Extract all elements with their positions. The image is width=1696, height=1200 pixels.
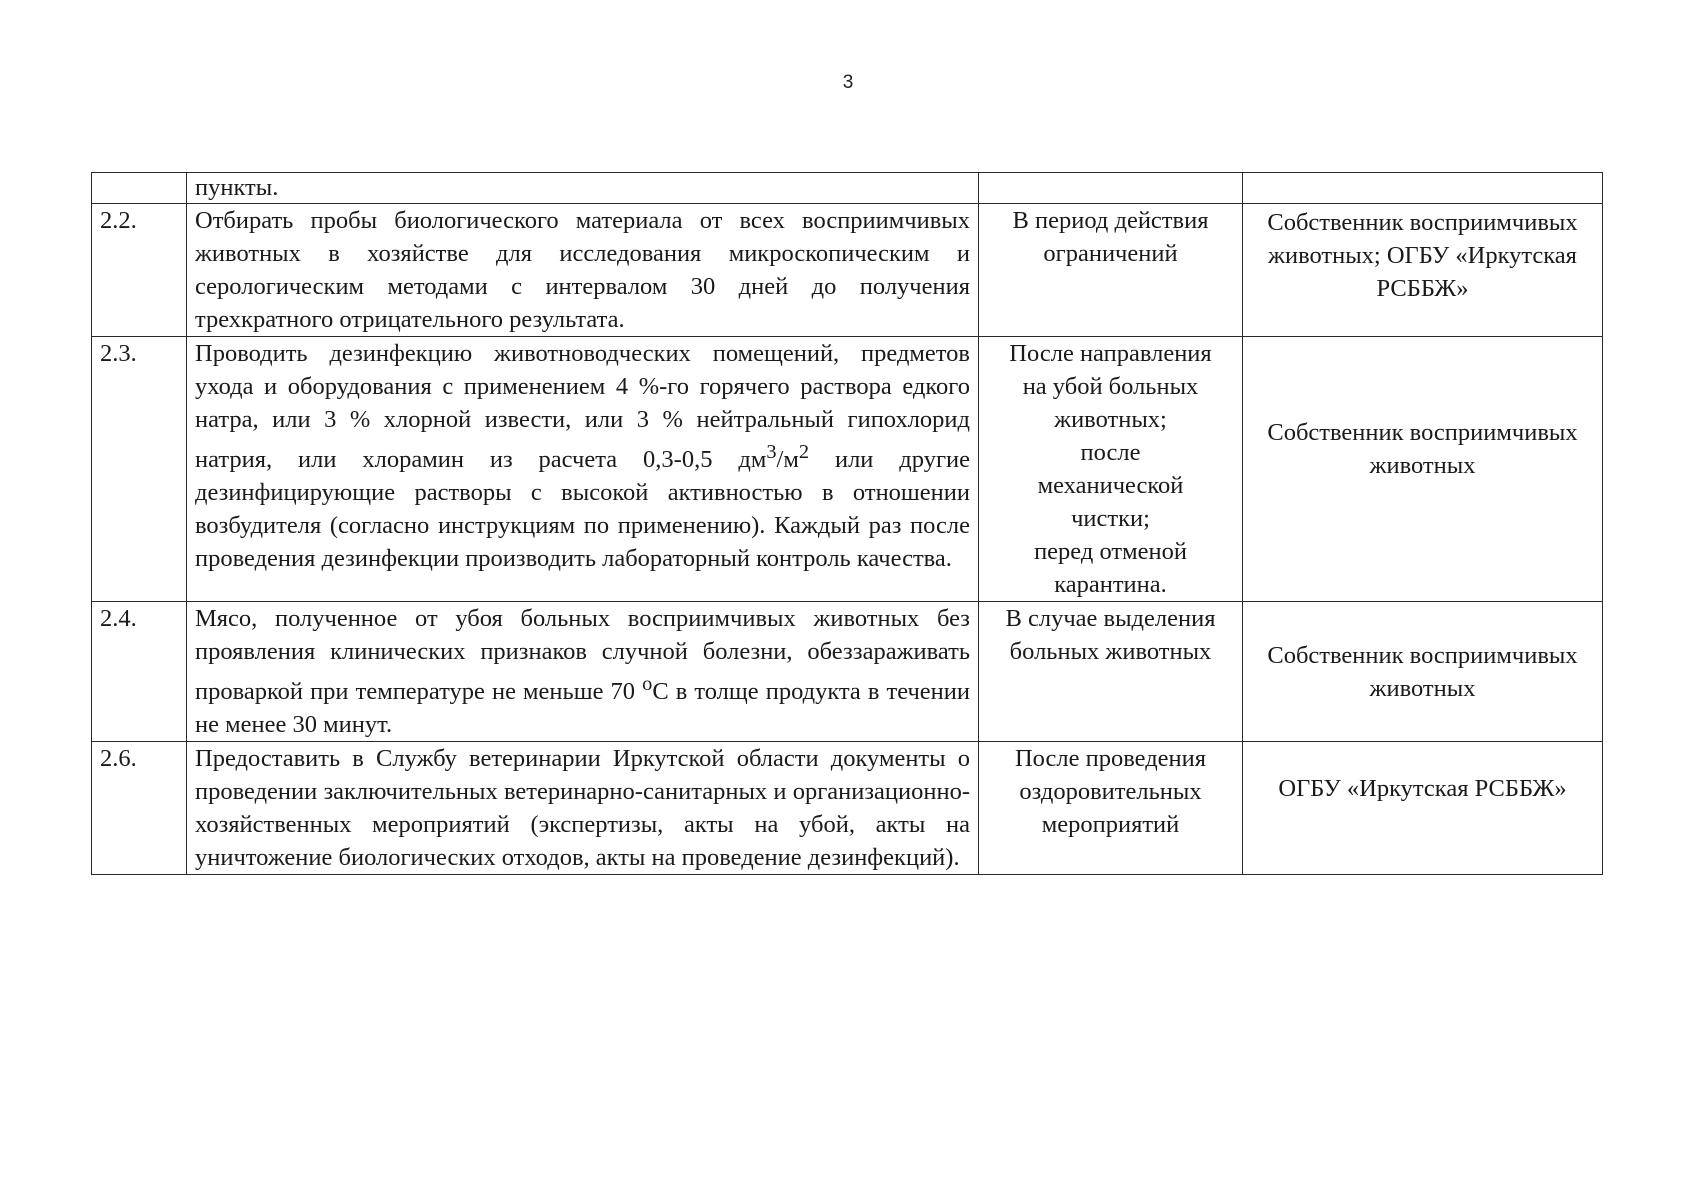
measures-table xyxy=(91,172,1603,875)
table-row xyxy=(92,204,1603,337)
deadline-line: карантина. xyxy=(1054,571,1167,598)
action-text-part: или другие дезинфицирующие растворы с высокой активностью в отношении возбудителя (согласно инструкциям по применению). Каждый раз после проведения дезинфекции производить лабораторный контроль качества. xyxy=(195,446,970,573)
deadline-line: перед отменой xyxy=(1034,538,1187,565)
page-number: 3 xyxy=(842,72,854,93)
deadline-text: В случае выделения больных животных xyxy=(979,602,1243,742)
item-number: 2.2. xyxy=(92,204,187,337)
deadline-line: животных; xyxy=(1054,406,1167,433)
responsible-text xyxy=(1243,173,1603,204)
responsible-text: ОГБУ «Иркутская РСББЖ» xyxy=(1243,742,1603,875)
deadline-line: на убой больных xyxy=(1022,373,1199,400)
action-text: Предоставить в Службу ветеринарии Иркутской области документы о проведении заключительных ветеринарно-санитарных и организационно-хозяйственных мероприятий (экспертизы, акты на убой, акты на уничтожение биологических отходов, акты на проведение дезинфекций). xyxy=(187,742,979,875)
action-text: пункты. xyxy=(187,173,979,204)
action-text-part: Мясо, полученное от убоя больных восприимчивых животных без проявления клинических признаков случной болезни, обеззараживать проваркой при температуре не меньше 70 xyxy=(195,605,970,706)
responsible-text: Собственник восприимчивых животных xyxy=(1243,337,1603,602)
item-number xyxy=(92,173,187,204)
action-text-part: С в толще продукта в течении не менее 30 минут. xyxy=(195,678,970,739)
item-number: 2.4. xyxy=(92,602,187,742)
action-text-part: /м xyxy=(776,446,799,474)
deadline-text xyxy=(979,337,1243,602)
deadline-line: После направления xyxy=(1009,340,1212,367)
table-row xyxy=(92,337,1603,602)
responsible-text: Собственник восприимчивых животных xyxy=(1243,602,1603,742)
table-row xyxy=(92,742,1603,875)
deadline-line: механической xyxy=(1037,472,1184,499)
deadline-line: чистки; xyxy=(1071,505,1150,532)
table-row xyxy=(92,173,1603,204)
action-text-part: Проводить дезинфекцию животноводческих помещений, предметов ухода и оборудования с применением 4 %-го горячего раствора едкого натра, или 3 % хлорной извести, или 3 % нейтральный гипохлорид натрия, или хлорамин из расчета 0,3-0,5 дм xyxy=(195,340,970,474)
deadline-text: После проведения оздоровительных мероприятий xyxy=(979,742,1243,875)
deadline-text: В период действия ограничений xyxy=(979,204,1243,337)
responsible-text: Собственник восприимчивых животных; ОГБУ «Иркутская РСББЖ» xyxy=(1243,204,1603,337)
deadline-line: после xyxy=(1080,439,1141,466)
deadline-text xyxy=(979,173,1243,204)
action-text xyxy=(187,602,979,742)
superscript: 2 xyxy=(798,441,810,463)
item-number: 2.3. xyxy=(92,337,187,602)
superscript: о xyxy=(642,673,653,695)
item-number: 2.6. xyxy=(92,742,187,875)
superscript: 3 xyxy=(766,441,777,463)
action-text xyxy=(187,337,979,602)
table-row xyxy=(92,602,1603,742)
action-text: Отбирать пробы биологического материала от всех восприимчивых животных в хозяйстве для исследования микроскопическим и серологическим методами с интервалом 30 дней до получения трехкратного отрицательного результата. xyxy=(187,204,979,337)
